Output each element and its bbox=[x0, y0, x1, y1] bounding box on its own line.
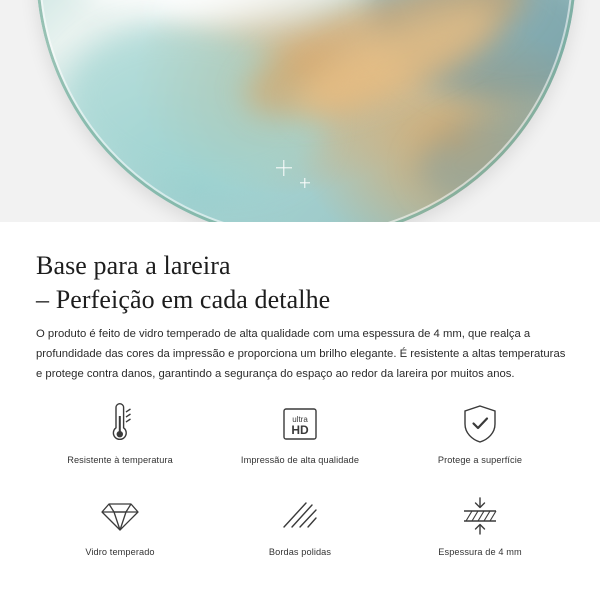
thermometer-icon bbox=[103, 400, 137, 448]
feature-item-thickness bbox=[390, 492, 570, 580]
product-description-text: O produto é feito de vidro temperado de alta qualidade com uma espessura de 4 mm, que realça a profundidade das cores da impressão e proporciona um brilho elegante. É resistente a altas temperaturas e protege contra danos, garantindo a segurança do espaço ao redor da lareira por muitos anos. bbox=[36, 328, 566, 381]
ultra-hd-icon bbox=[279, 400, 321, 448]
headline-line-2: – Perfeição em cada detalhe bbox=[36, 285, 331, 315]
shield-check-icon bbox=[460, 400, 500, 448]
svg-text:ultra: ultra bbox=[292, 415, 308, 424]
thickness-4mm-icon bbox=[458, 492, 502, 540]
feature-label: Vidro temperado bbox=[85, 547, 155, 557]
feature-label: Protege a superfície bbox=[437, 455, 523, 465]
polished-edges-icon bbox=[280, 492, 320, 540]
feature-item-tempered-glass bbox=[30, 492, 210, 580]
feature-label: Bordas polidas bbox=[268, 547, 332, 557]
feature-item-print-quality bbox=[210, 400, 390, 488]
headline-line-1: Base para a lareira bbox=[36, 251, 231, 281]
feature-item-polished-edges bbox=[210, 492, 390, 580]
hero-image bbox=[0, 0, 600, 222]
feature-label: Espessura de 4 mm bbox=[438, 547, 522, 557]
page-title bbox=[36, 249, 566, 317]
svg-text:HD: HD bbox=[291, 423, 309, 437]
feature-label: Resistente à temperatura bbox=[67, 455, 173, 465]
feature-item-temperature-resistant bbox=[30, 400, 210, 488]
feature-item-surface-protection bbox=[390, 400, 570, 488]
feature-label: Impressão de alta qualidade bbox=[240, 455, 360, 465]
feature-grid bbox=[30, 400, 570, 580]
diamond-icon bbox=[98, 492, 142, 540]
